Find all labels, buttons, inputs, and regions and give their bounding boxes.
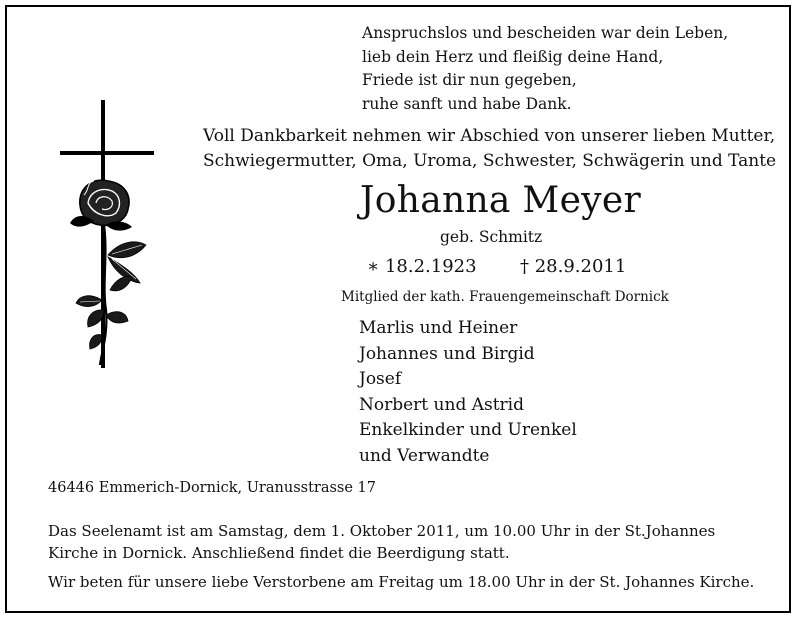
mourner-item: Marlis und Heiner [359,318,518,338]
verse-line: Friede ist dir nun gegeben, [362,71,577,89]
mourner-item: und Verwandte [359,445,490,466]
mourners-list [359,316,577,469]
maiden-name: geb. Schmitz [440,228,543,246]
mourner-item: Norbert und Astrid [359,394,525,415]
verse-line: ruhe sanft und habe Dank. [362,94,572,113]
service-announcement: Das Seelenamt ist am Samstag, dem 1. Oktober 2011, um 10.00 Uhr in der St.Johannes Kirche in Dornick. Anschließend findet die Beerdigung statt. [48,522,716,562]
farewell-intro [203,124,776,174]
cross-with-rose-icon [50,95,165,385]
membership-note: Mitglied der kath. Frauengemeinschaft Dornick [341,289,669,305]
family-address: 46446 Emmerich-Dornick, Uranusstrasse 17 [48,480,376,496]
mourner-item: Josef [359,369,402,389]
memorial-verse [362,22,728,116]
intro-line: Schwiegermutter, Oma, Uroma, Schwester, Schwägerin und Tante [203,151,777,171]
birth-date: ∗ 18.2.1923 [367,256,477,277]
mourner-item: Enkelkinder und Urenkel [359,420,577,440]
verse-line: lieb dein Herz und fleißig deine Hand, [362,47,664,66]
intro-line: Voll Dankbarkeit nehmen wir Abschied von unserer lieben Mutter, [203,126,776,146]
prayer-announcement: Wir beten für unsere liebe Verstorbene am Freitag um 18.00 Uhr in der St. Johannes Kirche. [48,573,755,591]
death-date: † 28.9.2011 [520,256,627,277]
verse-line: Anspruchslos und bescheiden war dein Leben, [362,24,729,42]
deceased-name: Johanna Meyer [360,180,641,221]
mourner-item: Johannes und Birgid [359,343,535,364]
